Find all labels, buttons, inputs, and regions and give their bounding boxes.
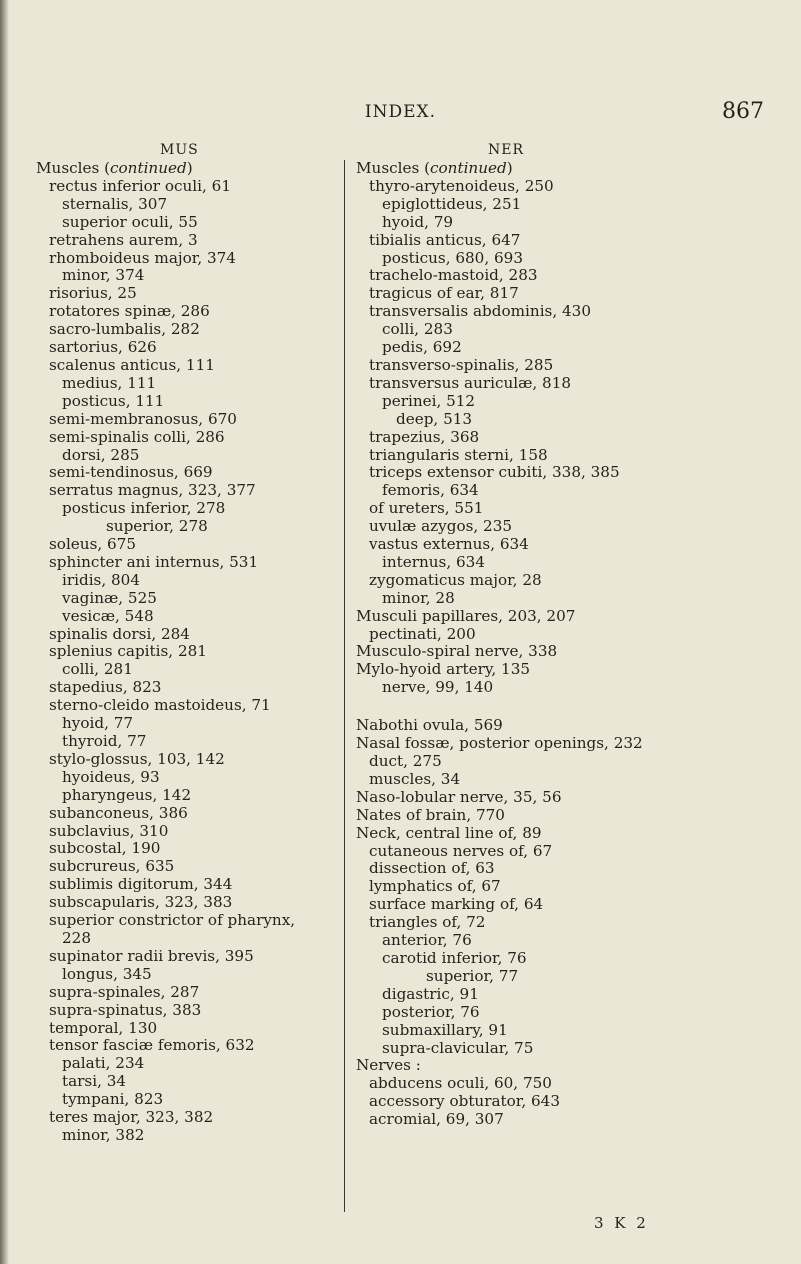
index-heading-entry: Nerves : [356,1056,421,1075]
signature-mark: 3 K 2 [594,1214,649,1232]
index-heading-entry: Muscles (continued) [356,159,513,177]
index-subentry: dorsi, 285 [62,445,140,464]
column-divider [344,160,345,1212]
index-subentry: minor, 374 [62,266,145,285]
index-subentry: subcostal, 190 [49,839,161,858]
index-subentry: sphincter ani internus, 531 [49,552,259,571]
index-subentry: semi-spinalis colli, 286 [49,427,225,446]
index-subentry: vastus externus, 634 [369,535,529,554]
index-subentry: pedis, 692 [382,338,462,357]
index-subentry: tensor fasciæ femoris, 632 [49,1036,255,1055]
index-subentry: hyoid, 77 [62,714,134,733]
index-subentry: acromial, 69, 307 [369,1110,504,1129]
index-subentry: tarsi, 34 [62,1072,127,1091]
index-subentry: nerve, 99, 140 [382,678,494,697]
index-subentry: transversalis abdominis, 430 [369,302,591,321]
index-subentry: lymphatics of, 67 [369,877,501,896]
index-subentry: pharyngeus, 142 [62,785,192,804]
index-subentry: trapezius, 368 [369,427,480,446]
index-heading-entry: Neck, central line of, 89 [356,823,542,842]
index-subentry: rotatores spinæ, 286 [49,302,210,321]
index-subentry: transversus auriculæ, 818 [369,373,572,392]
index-subentry: triangles of, 72 [369,913,486,932]
index-subentry: palati, 234 [62,1054,145,1073]
index-subentry: epiglottideus, 251 [382,194,522,213]
index-subentry: tibialis anticus, 647 [369,230,521,249]
index-subentry: hyoideus, 93 [62,767,160,786]
index-subentry: subanconeus, 386 [49,803,188,822]
index-subentry: triceps extensor cubiti, 338, 385 [369,463,620,482]
index-subentry: muscles, 34 [369,769,461,788]
continued-label: continued [430,159,507,177]
index-subentry: sacro-lumbalis, 282 [49,320,200,339]
index-subentry: sublimis digitorum, 344 [49,875,233,894]
page-binding-edge [0,0,9,1264]
index-subentry: 228 [62,928,91,947]
index-subentry: risorius, 25 [49,284,137,303]
page-number: 867 [722,99,764,124]
index-subentry: femoris, 634 [382,481,479,500]
index-subentry: transverso-spinalis, 285 [369,355,554,374]
index-subentry: accessory obturator, 643 [369,1092,560,1111]
index-subentry: posterior, 76 [382,1002,480,1021]
index-heading-entry: Musculi papillares, 203, 207 [356,606,576,625]
index-subentry: retrahens aurem, 3 [49,230,198,249]
index-subentry: serratus magnus, 323, 377 [49,481,256,500]
index-subentry: submaxillary, 91 [382,1020,508,1039]
index-subentry: superior constrictor of pharynx, [49,911,296,930]
index-subentry: thyroid, 77 [62,732,147,750]
index-subentry: vaginæ, 525 [62,588,157,607]
index-subentry: tragicus of ear, 817 [369,284,519,303]
index-subentry: teres major, 323, 382 [49,1108,214,1127]
index-subentry: longus, 345 [62,964,152,983]
index-subentry: rhomboideus major, 374 [49,248,236,267]
index-subentry: carotid inferior, 76 [382,948,527,967]
index-subentry: sternalis, 307 [62,194,168,213]
index-subentry: stylo-glossus, 103, 142 [49,749,225,768]
index-subentry: colli, 283 [382,320,453,339]
index-heading-entry: Musculo-spiral nerve, 338 [356,642,558,661]
index-subentry: posticus, 680, 693 [382,248,523,267]
index-subentry: temporal, 130 [49,1018,158,1037]
index-heading-entry: Nates of brain, 770 [356,805,505,824]
index-subentry: supinator radii brevis, 395 [49,946,254,965]
index-heading-entry: Nabothi ovula, 569 [356,716,503,735]
guide-word-right: NER [488,142,525,158]
index-column-left [36,160,346,1145]
index-subentry: sterno-cleido mastoideus, 71 [49,696,271,715]
index-subentry: deep, 513 [396,409,473,428]
index-column-right [356,160,756,1129]
index-subentry: posticus, 111 [62,391,165,410]
index-subentry: perinei, 512 [382,391,476,410]
index-subentry: abducens oculi, 60, 750 [369,1074,552,1093]
index-subentry: zygomaticus major, 28 [369,570,542,589]
index-subentry: colli, 281 [62,660,133,679]
index-subentry: subclavius, 310 [49,821,169,840]
index-subentry: duct, 275 [369,752,442,770]
index-subentry: semi-membranosus, 670 [49,409,237,428]
index-subentry: rectus inferior oculi, 61 [49,176,231,195]
continued-label: continued [110,159,187,177]
index-subentry: internus, 634 [382,552,485,571]
index-subentry: supra-spinatus, 383 [49,1000,202,1019]
index-subentry: tympani, 823 [62,1090,164,1109]
index-subentry: stapedius, 823 [49,678,162,697]
index-subentry: spinalis dorsi, 284 [49,624,190,643]
index-subentry: superior oculi, 55 [62,212,198,231]
index-subentry: superior, 278 [106,517,208,536]
index-subentry: thyro-arytenoideus, 250 [369,176,554,195]
index-subentry: pectinati, 200 [369,624,476,643]
index-subentry: dissection of, 63 [369,859,495,878]
index-subentry: surface marking of, 64 [369,895,544,914]
index-subentry: vesicæ, 548 [62,606,154,625]
index-subentry: cutaneous nerves of, 67 [369,841,553,860]
index-subentry: hyoid, 79 [382,212,454,231]
index-subentry: subscapularis, 323, 383 [49,893,233,912]
page-header-title: INDEX. [364,102,437,122]
index-heading-entry: Muscles (continued) [36,159,193,177]
index-subentry: subcrureus, 635 [49,857,175,876]
index-subentry: uvulæ azygos, 235 [369,517,513,536]
index-subentry: splenius capitis, 281 [49,642,207,661]
guide-word-left: MUS [160,142,199,158]
index-subentry: supra-spinales, 287 [49,982,200,1001]
index-subentry: triangularis sterni, 158 [369,445,548,464]
index-subentry: minor, 382 [62,1125,145,1144]
index-subentry: medius, 111 [62,373,157,392]
index-heading-entry: Nasal fossæ, posterior openings, 232 [356,734,643,753]
index-subentry: anterior, 76 [382,931,472,950]
index-subentry: iridis, 804 [62,570,140,589]
index-subentry: minor, 28 [382,588,455,607]
section-gap [356,697,756,717]
index-subentry: scalenus anticus, 111 [49,355,215,374]
index-subentry: posticus inferior, 278 [62,499,226,518]
index-subentry: supra-clavicular, 75 [382,1038,534,1057]
index-heading-entry: Mylo-hyoid artery, 135 [356,660,531,679]
index-subentry: sartorius, 626 [49,338,157,357]
index-subentry: superior, 77 [426,966,519,985]
index-subentry: semi-tendinosus, 669 [49,463,213,482]
index-heading-entry: Naso-lobular nerve, 35, 56 [356,787,562,806]
index-subentry: digastric, 91 [382,984,479,1003]
index-subentry: of ureters, 551 [369,499,484,518]
index-subentry: soleus, 675 [49,535,137,554]
index-subentry: trachelo-mastoid, 283 [369,266,538,285]
